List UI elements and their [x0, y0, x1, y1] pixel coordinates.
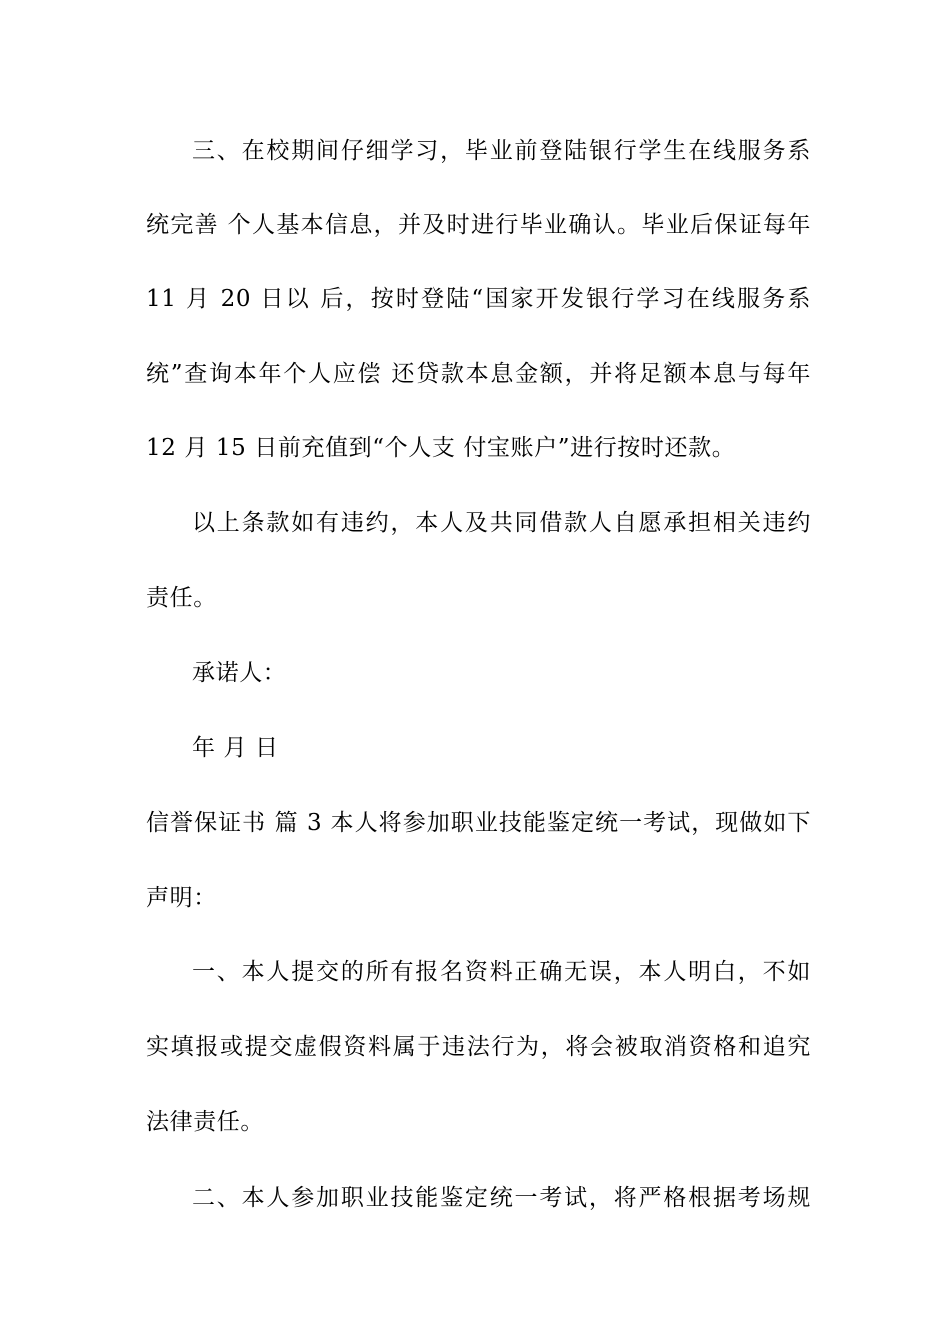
- text-line: 一、本人提交的所有报名资料正确无误，本人明白，不如: [192, 959, 811, 985]
- promisor-label: 承诺人：: [192, 660, 287, 686]
- text-line: 声明：: [146, 885, 217, 911]
- text-line: 统”查询本年个人应偿 还贷款本息金额，并将足额本息与每年: [146, 361, 811, 387]
- date-placeholder: 年 月 日: [192, 735, 279, 761]
- text-line: 以上条款如有违约，本人及共同借款人自愿承担相关违约: [192, 510, 811, 536]
- text-line: 法律责任。: [146, 1109, 264, 1135]
- text-line: 三、在校期间仔细学习，毕业前登陆银行学生在线服务系: [192, 138, 811, 164]
- text-line: 统完善 个人基本信息，并及时进行毕业确认。毕业后保证每年: [146, 212, 811, 238]
- text-line: 实填报或提交虚假资料属于违法行为，将会被取消资格和追究: [146, 1034, 811, 1060]
- text-line: 信誉保证书 篇 3 本人将参加职业技能鉴定统一考试，现做如下: [146, 810, 811, 836]
- text-line: 11 月 20 日以 后，按时登陆“国家开发银行学习在线服务系: [146, 286, 811, 312]
- text-line: 12 月 15 日前充值到“个人支 付宝账户”进行按时还款。: [146, 435, 736, 461]
- text-line: 责任。: [146, 585, 217, 611]
- text-line: 二、本人参加职业技能鉴定统一考试，将严格根据考场规: [192, 1185, 811, 1211]
